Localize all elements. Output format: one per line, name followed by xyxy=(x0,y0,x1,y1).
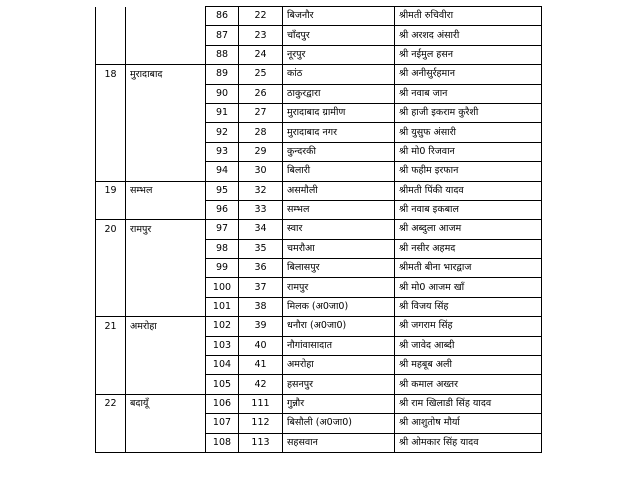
seat-number-cell: 106 xyxy=(206,394,239,413)
table-row xyxy=(96,278,542,297)
district-name-cell xyxy=(126,84,206,103)
district-name-cell xyxy=(126,297,206,316)
district-seat-number-cell: 22 xyxy=(239,7,283,26)
district-name-cell xyxy=(126,45,206,64)
district-seat-number-cell: 38 xyxy=(239,297,283,316)
serial-number-cell xyxy=(96,259,126,278)
seat-number-cell: 87 xyxy=(206,26,239,45)
candidate-list-table xyxy=(95,6,542,453)
candidate-name-cell: श्री जावेद आब्दी xyxy=(395,336,542,355)
candidate-name-cell: श्री नवाब इकबाल xyxy=(395,200,542,219)
serial-number-cell xyxy=(96,433,126,452)
table-row xyxy=(96,239,542,258)
district-name-cell xyxy=(126,375,206,394)
district-seat-number-cell: 32 xyxy=(239,181,283,200)
serial-number-cell xyxy=(96,123,126,142)
serial-number-cell xyxy=(96,26,126,45)
table-row xyxy=(96,142,542,161)
table-row xyxy=(96,26,542,45)
district-name-cell xyxy=(126,200,206,219)
candidate-name-cell: श्री अनीसुर्रहमान xyxy=(395,65,542,84)
table-row xyxy=(96,356,542,375)
candidate-name-cell: श्री ओमकार सिंह यादव xyxy=(395,433,542,452)
district-seat-number-cell: 113 xyxy=(239,433,283,452)
candidate-name-cell: श्री मो0 रिजवान xyxy=(395,142,542,161)
district-name-cell: मुरादाबाद xyxy=(126,65,206,84)
table-row xyxy=(96,200,542,219)
district-seat-number-cell: 30 xyxy=(239,162,283,181)
constituency-name-cell: सम्भल xyxy=(283,200,395,219)
district-name-cell xyxy=(126,142,206,161)
district-seat-number-cell: 26 xyxy=(239,84,283,103)
table-row xyxy=(96,394,542,413)
table-row xyxy=(96,84,542,103)
constituency-name-cell: नूरपुर xyxy=(283,45,395,64)
district-name-cell xyxy=(126,123,206,142)
serial-number-cell: 21 xyxy=(96,317,126,336)
table-row xyxy=(96,297,542,316)
district-seat-number-cell: 24 xyxy=(239,45,283,64)
serial-number-cell xyxy=(96,7,126,26)
seat-number-cell: 94 xyxy=(206,162,239,181)
serial-number-cell xyxy=(96,200,126,219)
candidate-name-cell: श्री हाजी इकराम कुरैशी xyxy=(395,103,542,122)
candidate-name-cell: श्रीमती बीना भारद्वाज xyxy=(395,259,542,278)
district-name-cell: अमरोहा xyxy=(126,317,206,336)
candidate-name-cell: श्री कमाल अख्तर xyxy=(395,375,542,394)
district-name-cell xyxy=(126,26,206,45)
constituency-name-cell: धनौरा (अ0जा0) xyxy=(283,317,395,336)
constituency-name-cell: ठाकुरद्वारा xyxy=(283,84,395,103)
district-seat-number-cell: 112 xyxy=(239,414,283,433)
district-name-cell xyxy=(126,433,206,452)
district-seat-number-cell: 41 xyxy=(239,356,283,375)
seat-number-cell: 97 xyxy=(206,220,239,239)
table-row xyxy=(96,336,542,355)
constituency-name-cell: नौगांवासादात xyxy=(283,336,395,355)
candidate-name-cell: श्री आशुतोष मौर्या xyxy=(395,414,542,433)
serial-number-cell xyxy=(96,297,126,316)
serial-number-cell xyxy=(96,142,126,161)
district-name-cell xyxy=(126,278,206,297)
district-seat-number-cell: 29 xyxy=(239,142,283,161)
serial-number-cell xyxy=(96,375,126,394)
table-row xyxy=(96,162,542,181)
district-seat-number-cell: 35 xyxy=(239,239,283,258)
table-row xyxy=(96,103,542,122)
constituency-name-cell: बिसौली (अ0जा0) xyxy=(283,414,395,433)
table-row xyxy=(96,181,542,200)
seat-number-cell: 98 xyxy=(206,239,239,258)
district-seat-number-cell: 23 xyxy=(239,26,283,45)
district-name-cell xyxy=(126,259,206,278)
seat-number-cell: 103 xyxy=(206,336,239,355)
district-seat-number-cell: 37 xyxy=(239,278,283,297)
serial-number-cell xyxy=(96,103,126,122)
constituency-name-cell: असमौली xyxy=(283,181,395,200)
serial-number-cell xyxy=(96,278,126,297)
table-row xyxy=(96,433,542,452)
constituency-name-cell: बिलासपुर xyxy=(283,259,395,278)
constituency-name-cell: हसनपुर xyxy=(283,375,395,394)
constituency-name-cell: मिलक (अ0जा0) xyxy=(283,297,395,316)
district-seat-number-cell: 27 xyxy=(239,103,283,122)
constituency-name-cell: बिजनौर xyxy=(283,7,395,26)
seat-number-cell: 88 xyxy=(206,45,239,64)
constituency-name-cell: कुन्दरकी xyxy=(283,142,395,161)
seat-number-cell: 91 xyxy=(206,103,239,122)
district-name-cell: सम्भल xyxy=(126,181,206,200)
seat-number-cell: 102 xyxy=(206,317,239,336)
constituency-name-cell: गुन्नौर xyxy=(283,394,395,413)
candidate-name-cell: श्री अब्दुला आजम xyxy=(395,220,542,239)
constituency-name-cell: अमरोहा xyxy=(283,356,395,375)
district-seat-number-cell: 33 xyxy=(239,200,283,219)
serial-number-cell: 22 xyxy=(96,394,126,413)
seat-number-cell: 93 xyxy=(206,142,239,161)
constituency-name-cell: मुरादाबाद ग्रामीण xyxy=(283,103,395,122)
candidate-name-cell: श्री मो0 आजम खाँ xyxy=(395,278,542,297)
constituency-name-cell: सहसवान xyxy=(283,433,395,452)
constituency-name-cell: स्वार xyxy=(283,220,395,239)
candidate-name-cell: श्री महबूब अली xyxy=(395,356,542,375)
district-seat-number-cell: 39 xyxy=(239,317,283,336)
candidate-name-cell: श्री विजय सिंह xyxy=(395,297,542,316)
serial-number-cell xyxy=(96,239,126,258)
district-seat-number-cell: 34 xyxy=(239,220,283,239)
serial-number-cell: 20 xyxy=(96,220,126,239)
serial-number-cell xyxy=(96,84,126,103)
table-row xyxy=(96,220,542,239)
candidate-name-cell: श्री नईमुल हसन xyxy=(395,45,542,64)
serial-number-cell xyxy=(96,356,126,375)
table-row xyxy=(96,65,542,84)
district-name-cell xyxy=(126,356,206,375)
seat-number-cell: 105 xyxy=(206,375,239,394)
district-name-cell: रामपुर xyxy=(126,220,206,239)
serial-number-cell: 18 xyxy=(96,65,126,84)
seat-number-cell: 86 xyxy=(206,7,239,26)
candidate-name-cell: श्री अरशद अंसारी xyxy=(395,26,542,45)
constituency-name-cell: बिलारी xyxy=(283,162,395,181)
seat-number-cell: 108 xyxy=(206,433,239,452)
district-name-cell xyxy=(126,103,206,122)
serial-number-cell xyxy=(96,162,126,181)
seat-number-cell: 104 xyxy=(206,356,239,375)
constituency-name-cell: मुरादाबाद नगर xyxy=(283,123,395,142)
district-seat-number-cell: 42 xyxy=(239,375,283,394)
candidate-name-cell: श्री नसीर अहमद xyxy=(395,239,542,258)
district-name-cell: बदायूँ xyxy=(126,394,206,413)
seat-number-cell: 89 xyxy=(206,65,239,84)
seat-number-cell: 107 xyxy=(206,414,239,433)
district-name-cell xyxy=(126,7,206,26)
table-row xyxy=(96,317,542,336)
seat-number-cell: 95 xyxy=(206,181,239,200)
table-row xyxy=(96,259,542,278)
candidate-name-cell: श्री नवाब जान xyxy=(395,84,542,103)
candidate-name-cell: श्रीमती पिंकी यादव xyxy=(395,181,542,200)
serial-number-cell xyxy=(96,414,126,433)
table-row xyxy=(96,375,542,394)
district-name-cell xyxy=(126,239,206,258)
candidate-name-cell: श्री जगराम सिंह xyxy=(395,317,542,336)
serial-number-cell: 19 xyxy=(96,181,126,200)
candidate-name-cell: श्री राम खिलाडी सिंह यादव xyxy=(395,394,542,413)
district-seat-number-cell: 28 xyxy=(239,123,283,142)
serial-number-cell xyxy=(96,45,126,64)
seat-number-cell: 101 xyxy=(206,297,239,316)
candidate-name-cell: श्रीमती रुचिवीरा xyxy=(395,7,542,26)
constituency-name-cell: कांठ xyxy=(283,65,395,84)
district-name-cell xyxy=(126,414,206,433)
district-name-cell xyxy=(126,336,206,355)
table-row xyxy=(96,414,542,433)
constituency-name-cell: रामपुर xyxy=(283,278,395,297)
district-name-cell xyxy=(126,162,206,181)
table-body xyxy=(96,7,542,453)
seat-number-cell: 96 xyxy=(206,200,239,219)
seat-number-cell: 100 xyxy=(206,278,239,297)
serial-number-cell xyxy=(96,336,126,355)
district-seat-number-cell: 36 xyxy=(239,259,283,278)
table-row xyxy=(96,123,542,142)
district-seat-number-cell: 40 xyxy=(239,336,283,355)
candidate-name-cell: श्री युसुफ अंसारी xyxy=(395,123,542,142)
constituency-name-cell: चमरौआ xyxy=(283,239,395,258)
district-seat-number-cell: 111 xyxy=(239,394,283,413)
constituency-name-cell: चाँदपुर xyxy=(283,26,395,45)
table-row xyxy=(96,45,542,64)
seat-number-cell: 92 xyxy=(206,123,239,142)
district-seat-number-cell: 25 xyxy=(239,65,283,84)
seat-number-cell: 90 xyxy=(206,84,239,103)
seat-number-cell: 99 xyxy=(206,259,239,278)
candidate-name-cell: श्री फहीम इरफान xyxy=(395,162,542,181)
table-row xyxy=(96,7,542,26)
